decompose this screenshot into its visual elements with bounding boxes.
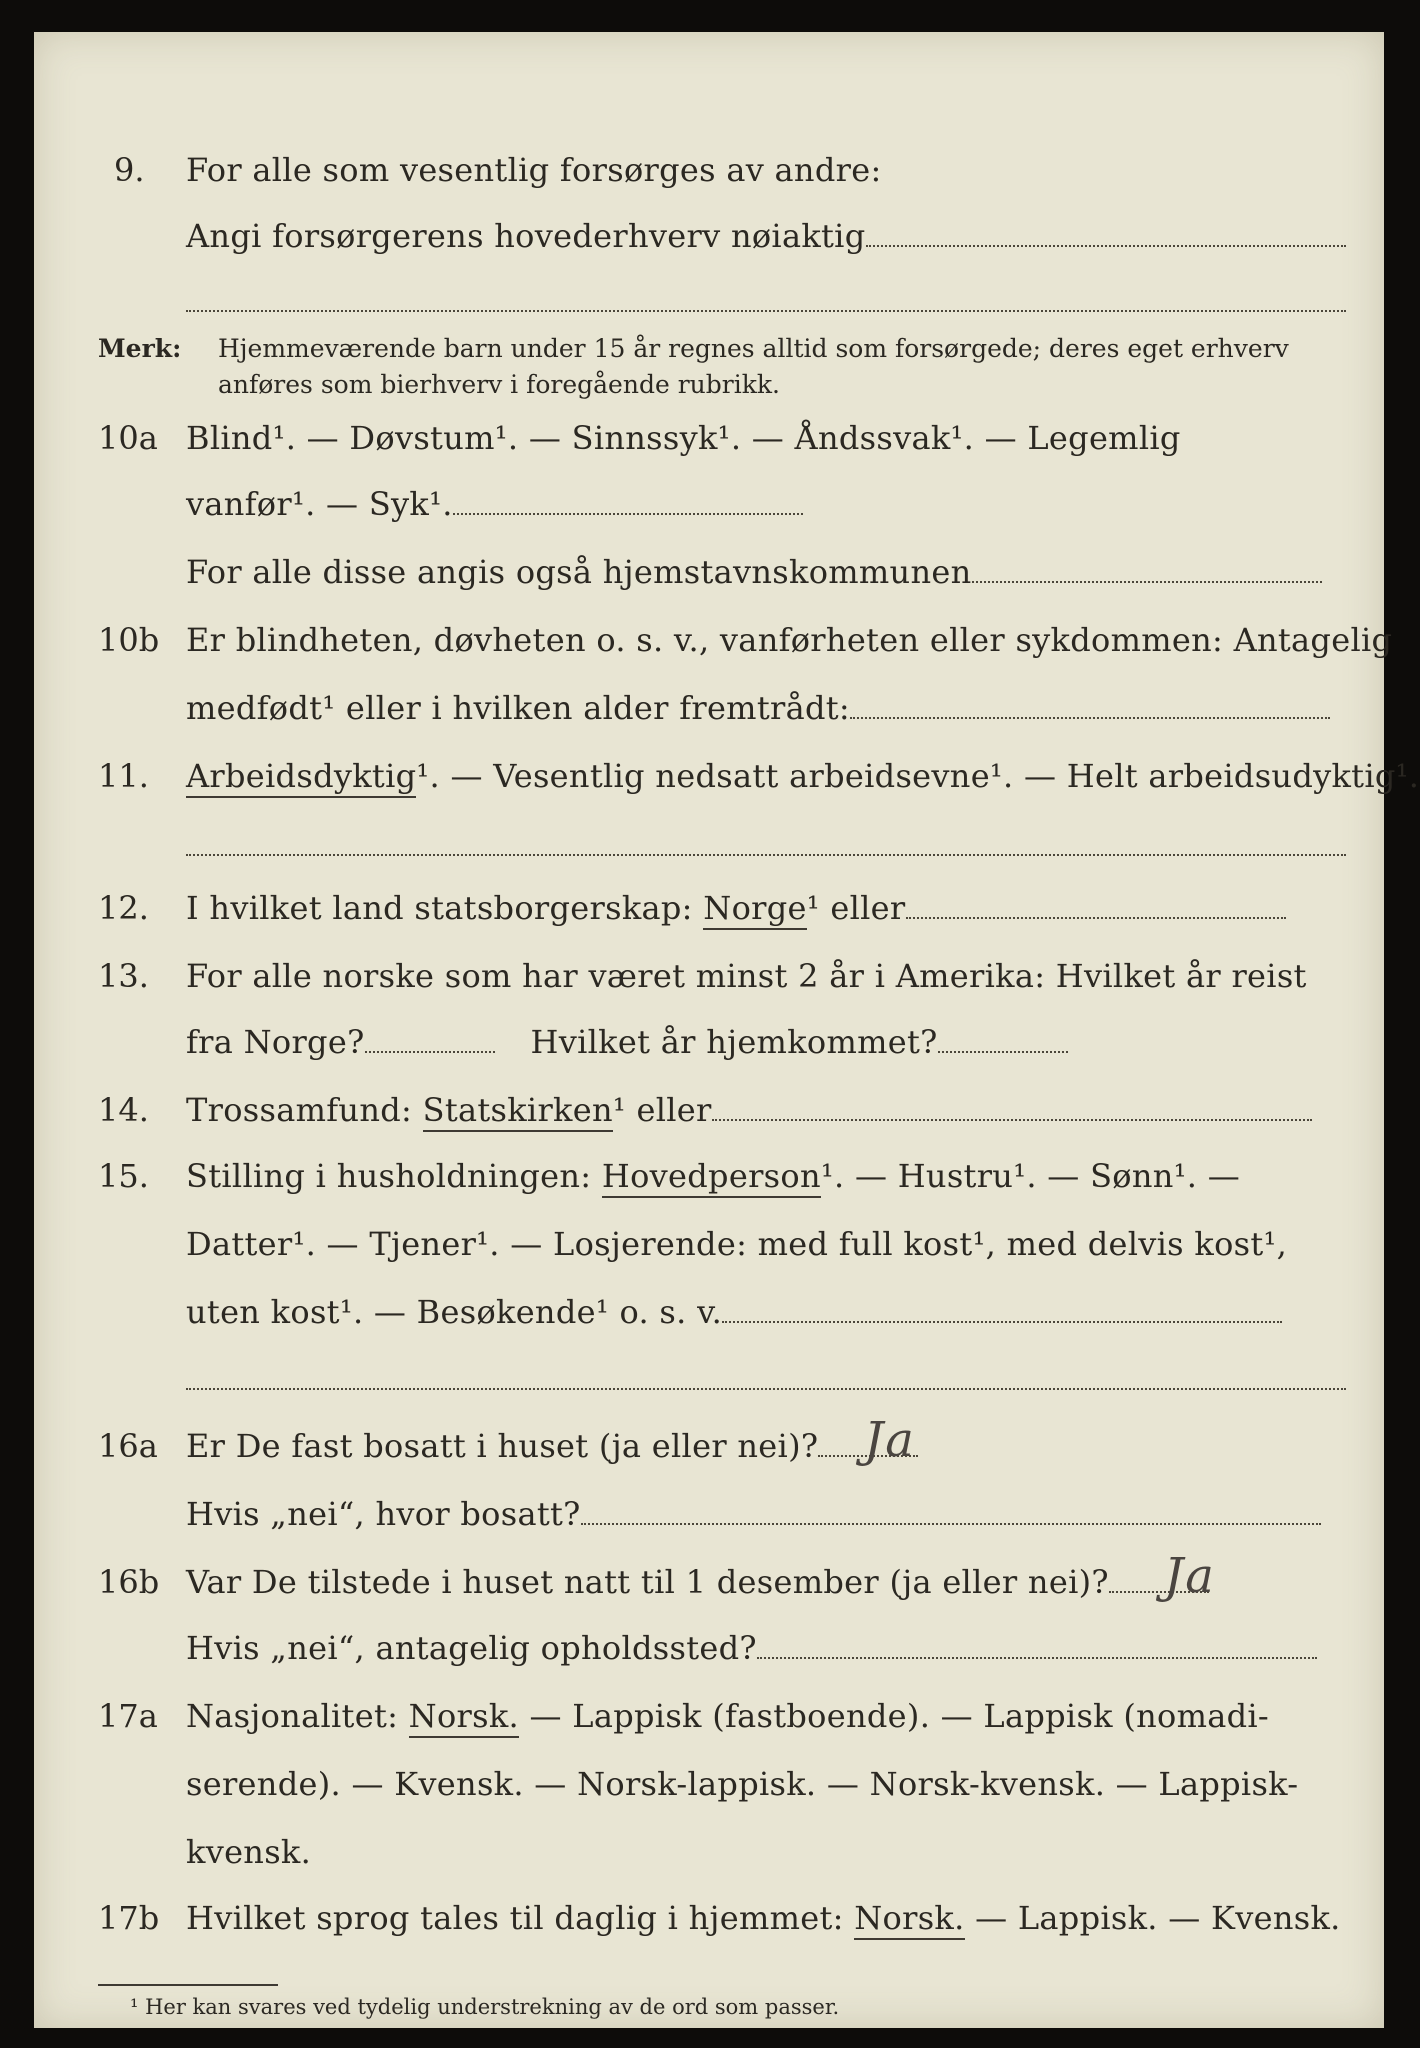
q11-option-arbeidsdyktig[interactable]: Arbeidsdyktig <box>186 757 416 798</box>
q9-extra-line[interactable] <box>186 310 1346 312</box>
q14-option-statskirken[interactable]: Statskirken <box>423 1091 613 1132</box>
q13-return-field[interactable] <box>938 1033 1068 1053</box>
q17a-line3: kvensk. <box>186 1833 312 1871</box>
q17a-line1: Nasjonalitet: Norsk. — Lappisk (fastboende). — Lappisk (nomadi- <box>186 1696 1269 1736</box>
item-number-13: 13. <box>98 957 149 995</box>
item-number-16b: 16b <box>98 1563 160 1601</box>
footnote: ¹ Her kan svares ved tydelig understrekning av de ord som passer. <box>130 1995 840 2019</box>
q10a-answer-field[interactable] <box>453 495 803 515</box>
item-number-15: 15. <box>98 1157 149 1195</box>
item-number-11: 11. <box>98 757 149 795</box>
q10a-line3: For alle disse angis også hjemstavnskommunen <box>186 552 1322 592</box>
q17a-option-norsk[interactable]: Norsk. <box>409 1697 519 1738</box>
q12-line: I hvilket land statsborgerskap: Norge¹ eller <box>186 888 1286 928</box>
q16a-handwritten-answer: Ja <box>864 1412 916 1468</box>
q17b-line: Hvilket sprog tales til daglig i hjemmet: Norsk. — Lappisk. — Kvensk. <box>186 1898 1341 1938</box>
item-number-12: 12. <box>98 889 149 927</box>
q17b-option-norsk[interactable]: Norsk. <box>854 1899 964 1940</box>
q9-line1: For alle som vesentlig forsørges av andre: <box>186 151 882 189</box>
q16b-handwritten-answer: Ja <box>1164 1548 1216 1604</box>
q16b-location-field[interactable] <box>757 1639 1317 1659</box>
merk-label: Merk: <box>98 334 182 363</box>
item-number-16a: 16a <box>98 1427 158 1465</box>
item-number-10b: 10b <box>98 621 160 659</box>
item-number-17b: 17b <box>98 1899 160 1937</box>
q10a-line2: vanfør¹. — Syk¹. <box>186 484 803 524</box>
q10b-line1: Er blindheten, døvheten o. s. v., vanførheten eller sykdommen: Antagelig <box>186 621 1393 659</box>
q10b-line2: medfødt¹ eller i hvilken alder fremtrådt: <box>186 688 1330 728</box>
q15-line1: Stilling i husholdningen: Hovedperson¹. — Hustru¹. — Sønn¹. — <box>186 1156 1240 1196</box>
q16a-residence-field[interactable] <box>581 1505 1321 1525</box>
q14-answer-field[interactable] <box>712 1101 1312 1121</box>
q16a-line1: Er De fast bosatt i huset (ja eller nei)? <box>186 1426 918 1466</box>
q16a-line2: Hvis „nei“, hvor bosatt? <box>186 1494 1321 1534</box>
q11-extra-line[interactable] <box>186 854 1346 856</box>
item-number-14: 14. <box>98 1091 149 1129</box>
q15-option-hovedperson[interactable]: Hovedperson <box>602 1157 821 1198</box>
q14-line: Trossamfund: Statskirken¹ eller <box>186 1090 1312 1130</box>
q10a-hometown-field[interactable] <box>972 563 1322 583</box>
census-form-page <box>34 32 1420 2028</box>
footnote-rule <box>98 1984 278 1986</box>
merk-line2: anføres som bierhverv i foregående rubrikk. <box>218 370 780 399</box>
q13-departure-field[interactable] <box>365 1033 495 1053</box>
q17a-line2: serende). — Kvensk. — Norsk-lappisk. — Norsk-kvensk. — Lappisk- <box>186 1765 1299 1803</box>
q15-answer-field[interactable] <box>722 1303 1282 1323</box>
item-number-17a: 17a <box>98 1697 158 1735</box>
q15-extra-line[interactable] <box>186 1388 1346 1390</box>
q13-line2: fra Norge? Hvilket år hjemkommet? <box>186 1022 1068 1062</box>
q10a-line1: Blind¹. — Døvstum¹. — Sinnssyk¹. — Åndssvak¹. — Legemlig <box>186 419 1181 457</box>
q12-option-norge[interactable]: Norge <box>703 889 806 930</box>
q15-line2: Datter¹. — Tjener¹. — Losjerende: med full kost¹, med delvis kost¹, <box>186 1225 1288 1263</box>
merk-line1: Hjemmeværende barn under 15 år regnes alltid som forsørgede; deres eget erhverv <box>218 334 1289 363</box>
item-number-10a: 10a <box>98 419 158 457</box>
item-number-9: 9. <box>114 151 145 189</box>
q15-line3: uten kost¹. — Besøkende¹ o. s. v. <box>186 1292 1282 1332</box>
q9-answer-field[interactable] <box>866 227 1346 247</box>
q16b-line1: Var De tilstede i huset natt til 1 desember (ja eller nei)? <box>186 1562 1209 1602</box>
q9-line2: Angi forsørgerens hovederhverv nøiaktig <box>186 216 1346 256</box>
q13-line1: For alle norske som har været minst 2 år i Amerika: Hvilket år reist <box>186 957 1307 995</box>
q11-line: Arbeidsdyktig¹. — Vesentlig nedsatt arbeidsevne¹. — Helt arbeidsudyktig¹. <box>186 756 1419 796</box>
q16b-line2: Hvis „nei“, antagelig opholdssted? <box>186 1628 1317 1668</box>
q10b-answer-field[interactable] <box>850 699 1330 719</box>
q12-answer-field[interactable] <box>906 899 1286 919</box>
